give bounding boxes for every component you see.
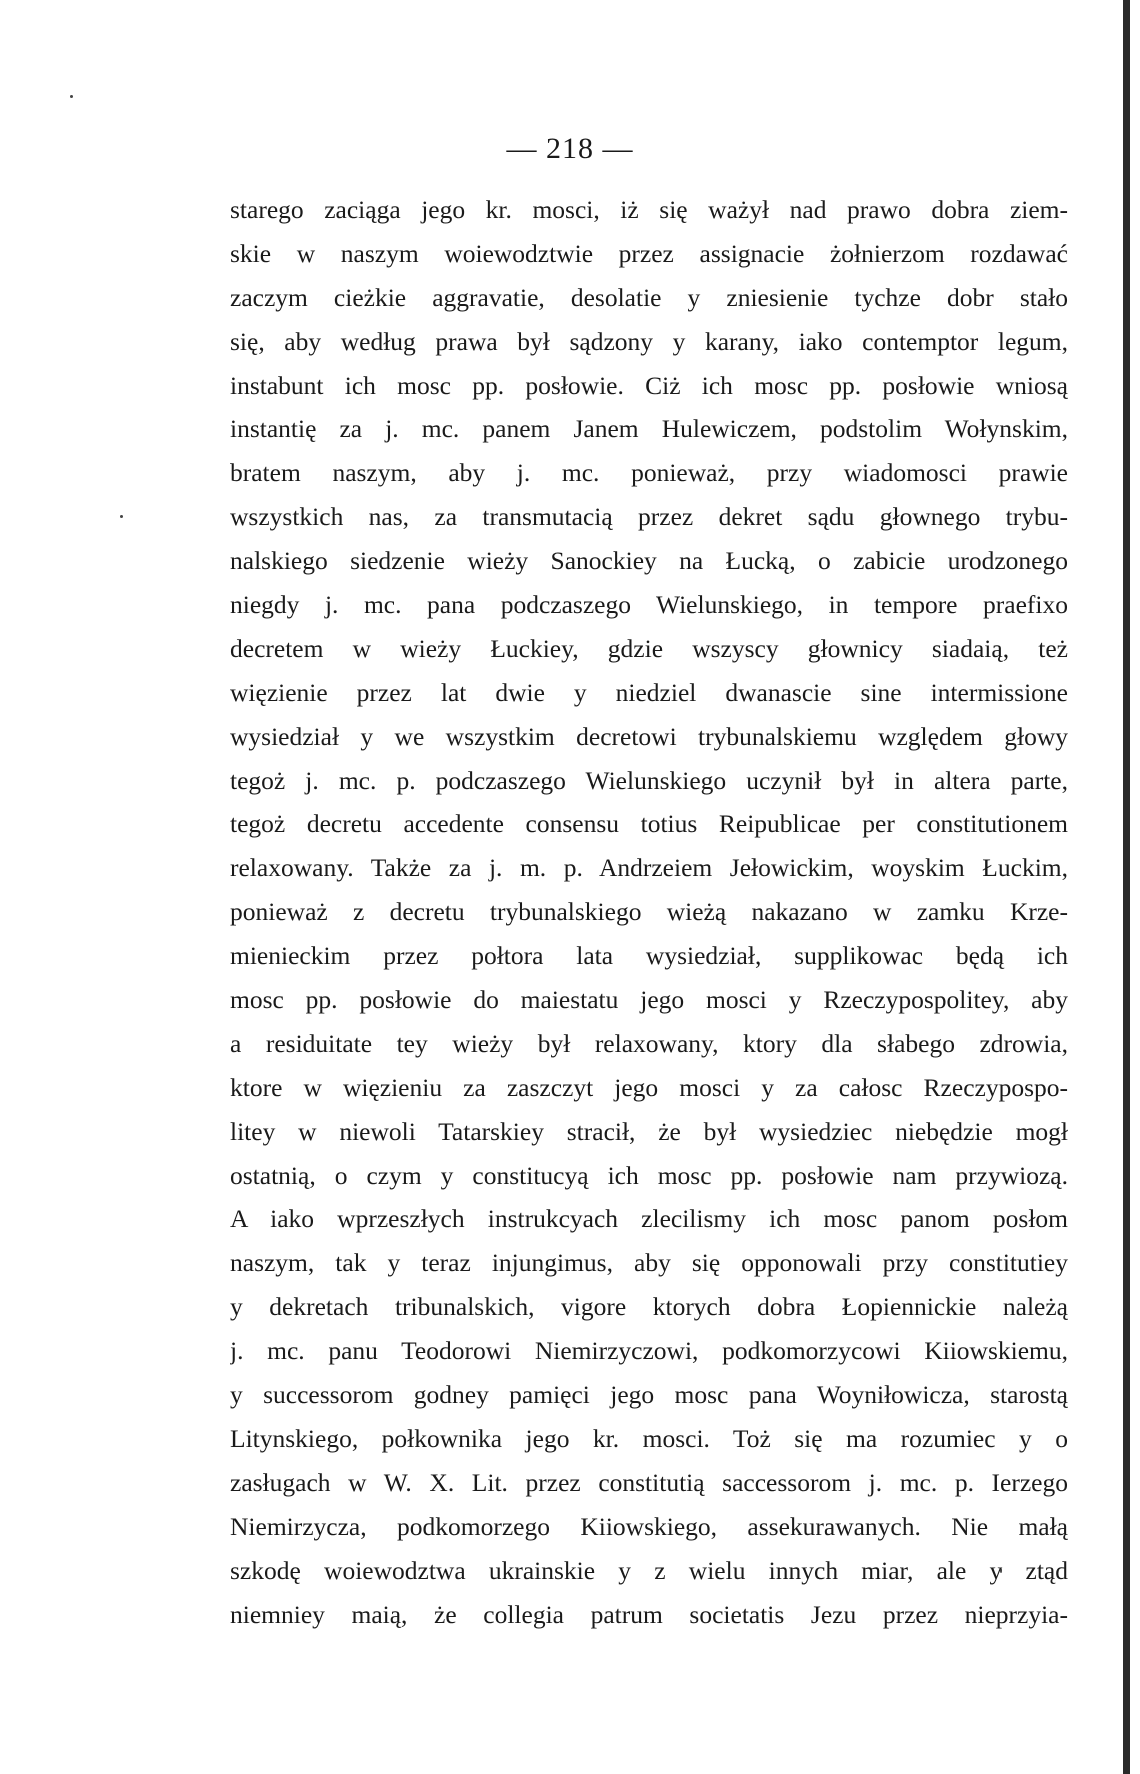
text-line: y successorom godney pamięci jego mosc pana Woyniłowicza, starostą	[230, 1380, 1068, 1410]
text-line: instantię za j. mc. panem Janem Hulewiczem, podstolim Wołynskim,	[230, 414, 1068, 444]
text-line: starego zaciąga jego kr. mosci, iż się ważył nad prawo dobra ziem-	[230, 195, 1068, 224]
text-line: więzienie przez lat dwie y niedziel dwanascie sine intermissione	[230, 677, 1068, 707]
text-line: naszym, tak y teraz injungimus, aby się opponowali przy constitutiey	[230, 1248, 1068, 1278]
text-line: j. mc. panu Teodorowi Niemirzyczowi, podkomorzycowi Kiiowskiemu,	[230, 1336, 1068, 1366]
text-line: mosc pp. posłowie do maiestatu jego mosci y Rzeczypospolitey, aby	[230, 985, 1068, 1015]
speck-mark	[70, 95, 73, 98]
text-line: y dekretach tribunalskich, vigore ktorych dobra Łopiennickie należą	[230, 1292, 1068, 1322]
text-line: skie w naszym woiewodztwie przez assignacie żołnierzom rozdawać	[230, 238, 1068, 268]
speck-mark	[120, 515, 123, 518]
page-number: — 218 —	[506, 132, 634, 165]
text-line: tegoż j. mc. p. podczaszego Wielunskiego uczynił był in altera parte,	[230, 765, 1068, 795]
text-line: ktore w więzieniu za zaszczyt jego mosci y za całosc Rzeczypospo-	[230, 1072, 1068, 1102]
body-text	[230, 188, 1068, 1636]
text-line: Litynskiego, połkownika jego kr. mosci. Toż się ma rozumiec y o	[230, 1423, 1068, 1453]
text-line: mienieckim przez połtora lata wysiedział, supplikowac będą ich	[230, 941, 1068, 971]
text-line: wszystkich nas, za transmutacią przez dekret sądu głownego trybu-	[230, 502, 1068, 532]
text-line: a residuitate tey wieży był relaxowany, ktory dla słabego zdrowia,	[230, 1028, 1068, 1058]
text-line: A iako wprzeszłych instrukcyach zlecilismy ich mosc panom posłom	[230, 1204, 1068, 1234]
text-line: zasługach w W. X. Lit. przez constitutią saccessorom j. mc. p. Ierzego	[230, 1467, 1068, 1497]
text-line: szkodę woiewodztwa ukrainskie y z wielu innych miar, ale y ztąd	[230, 1555, 1068, 1585]
text-line: instabunt ich mosc pp. posłowie. Ciż ich mosc pp. posłowie wniosą	[230, 370, 1068, 400]
text-line: ponieważ z decretu trybunalskiego wieżą nakazano w zamku Krze-	[230, 897, 1068, 927]
text-line: nalskiego siedzenie wieży Sanockiey na Łucką, o zabicie urodzonego	[230, 546, 1068, 576]
page-edge-shadow	[1123, 0, 1130, 1774]
text-line: relaxowany. Także za j. m. p. Andrzeiem Jełowickim, woyskim Łuckim,	[230, 853, 1068, 883]
text-line: zaczym cieżkie aggravatie, desolatie y zniesienie tychze dobr stało	[230, 282, 1068, 312]
text-line: bratem naszym, aby j. mc. ponieważ, przy wiadomosci prawie	[230, 458, 1068, 488]
text-line: decretem w wieży Łuckiey, gdzie wszyscy głownicy siadaią, też	[230, 633, 1068, 663]
text-line: się, aby według prawa był sądzony y karany, iako contemptor legum,	[230, 326, 1068, 356]
text-line: niemniey maią, że collegia patrum societatis Jezu przez nieprzyia-	[230, 1599, 1068, 1629]
text-line: tegoż decretu accedente consensu totius Reipublicae per constitutionem	[230, 809, 1068, 839]
text-line: litey w niewoli Tatarskiey stracił, że był wysiedziec niebędzie mogł	[230, 1116, 1068, 1146]
text-line: Niemirzycza, podkomorzego Kiiowskiego, assekurawanych. Nie małą	[230, 1511, 1068, 1541]
text-line: ostatnią, o czym y constitucyą ich mosc pp. posłowie nam przywiozą.	[230, 1160, 1068, 1190]
text-line: wysiedział y we wszystkim decretowi trybunalskiemu względem głowy	[230, 721, 1068, 751]
text-line: niegdy j. mc. pana podczaszego Wielunskiego, in tempore praefixo	[230, 590, 1068, 620]
